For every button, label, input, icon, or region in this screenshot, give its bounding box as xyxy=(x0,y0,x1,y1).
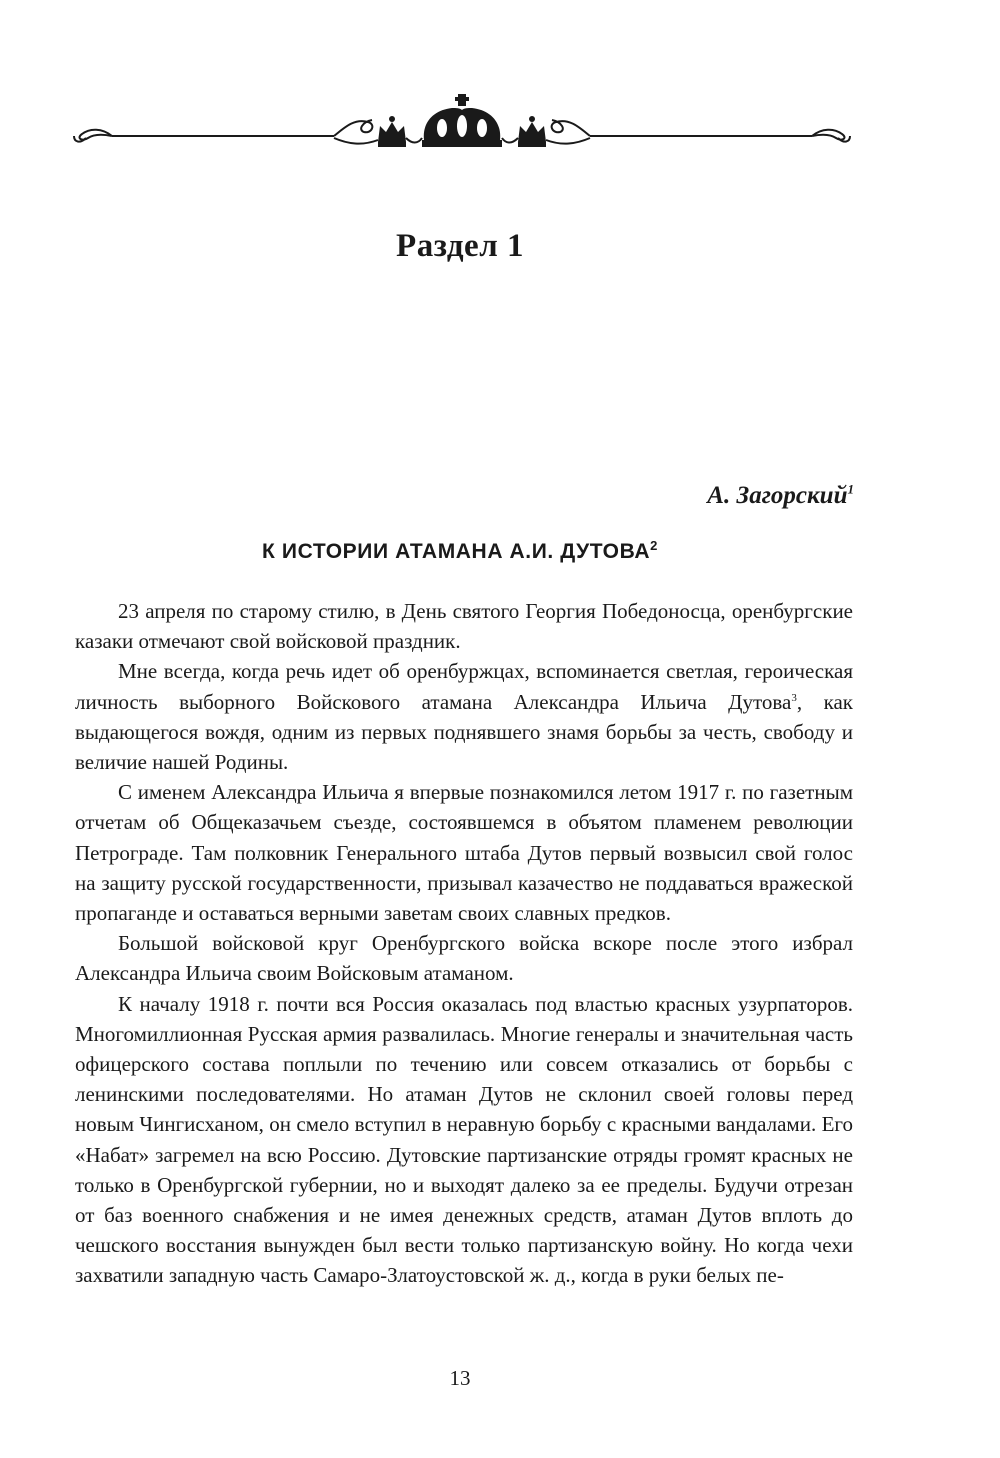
article-author xyxy=(707,482,854,510)
author-footnote-marker: 1 xyxy=(847,481,854,497)
article-body xyxy=(75,596,853,1291)
article-title-text: К ИСТОРИИ АТАМАНА А.И. ДУТОВА xyxy=(262,540,651,563)
page-number: 13 xyxy=(449,1366,471,1390)
paragraph: 23 апреля по старому стилю, в День святого Георгия Победоносца, оренбургские казаки отмечают свой войсковой праздник. xyxy=(75,599,853,654)
section-title: Раздел 1 xyxy=(396,228,524,264)
paragraph: К началу 1918 г. почти вся Россия оказалась под властью красных узурпаторов. Многомиллионная Русская армия развалилась. Многие генералы и значительная часть офицерского состава поплыли по течению или совсем отказались от борьбы с ленинскими последователями. Но атаман Дутов не склонил своей головы перед новым Чингисханом, он смело вступил в неравную борьбу с красными вандалами. Его «Набат» загремел на всю Россию. Дутовские партизанские отряды громят красных не только в Оренбургской губернии, но и выходят далеко за ее пределы. Будучи отрезан от баз военного снабжения и не имея денежных средств, атаман Дутов вплоть до чешского восстания вынужден был вести только партизанскую войну. Но когда чехи захватили западную часть Самаро-Златоустовской ж. д., когда в руки белых пе- xyxy=(75,991,853,1288)
paragraph: С именем Александра Ильича я впервые познакомился летом 1917 г. по газетным отчетам об Общеказачьем съезде, состоявшемся в объятом пламенем революции Петрограде. Там полковник Генерального штаба Дутов первый возвысил свой голос на защиту русской государственности, призывал казачество не поддаваться вражеской пропаганде и оставаться верными заветам своих славных предков. xyxy=(75,780,853,926)
paragraph: Большой войсковой круг Оренбургского войска вскоре после этого избрал Александра Ильича своим Войсковым атаманом. xyxy=(75,931,853,986)
paragraph xyxy=(75,656,853,777)
author-name: А. Загорский xyxy=(707,482,848,509)
paragraph-text: , как выдающегося вождя, одним из первых поднявшего знамя борьбы за честь, свободу и величие нашей Родины. xyxy=(75,689,853,775)
title-footnote-marker: 2 xyxy=(650,538,658,553)
crown-ribbon-ornament-icon xyxy=(72,88,852,158)
paragraph-text: Мне всегда, когда речь идет об оренбуржцах, вспоминается светлая, героическая личность выборного Войскового атамана Александра Ильича Дутова xyxy=(75,659,853,714)
article-title xyxy=(0,540,920,564)
footnote-marker: 3 xyxy=(791,691,797,704)
